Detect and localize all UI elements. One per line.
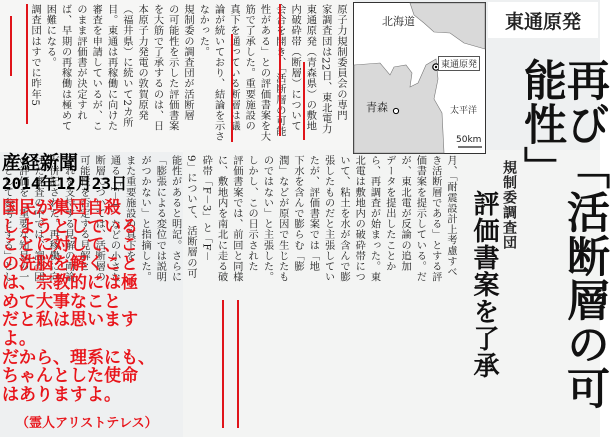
article-top-col: 論が続いており、結論を示さ — [212, 4, 224, 142]
article-subheadline: 評価書案を了承 — [469, 190, 499, 379]
article-bottom-col: に、敷地内を南北に走る破 — [215, 155, 227, 283]
article-bottom-col: 評価書案では、前回と同様 — [230, 155, 242, 283]
article-bottom-col: 9」について、活断層の可 — [184, 155, 196, 279]
article-top-col: （福井県）に続いて2カ所 — [120, 4, 132, 128]
plant-marker-center — [435, 66, 437, 68]
annotation-line: 国民が集団自殺 — [2, 198, 121, 218]
article-bottom-col: たが、評価書案では「地 — [307, 155, 319, 272]
highlight-mark — [10, 16, 12, 76]
article-bottom-col: 砕帯「F－3」と「F－ — [200, 155, 212, 262]
article-top-col: 原子力規制委員会の専門 — [335, 4, 346, 121]
article-top-col: 東通原発（青森県）の敷地 — [304, 4, 316, 132]
article-bottom-col: き活断層である」とする評 — [429, 155, 441, 283]
highlight-mark — [231, 34, 233, 142]
annotation-line: ことに対して、こ — [2, 235, 138, 256]
article-top-col: 筋で了承した。重要施設の — [243, 4, 255, 132]
article-bottom-col: つとして参考とする」とし — [1, 155, 13, 283]
map-label-hokkaido: 北海道 — [382, 15, 415, 28]
city-marker — [393, 108, 398, 113]
publication-date: 2014年12月23日 — [2, 174, 128, 193]
map-label-scale: 50km — [456, 135, 482, 145]
article-top-col: 会合を開き、「活断層の可能 — [273, 4, 285, 137]
article-top-col: 困難になる。 — [44, 4, 56, 68]
article-top-text — [8, 4, 348, 144]
annotation-line: はありますよ。 — [2, 385, 121, 406]
map-label-pacific: 太平洋 — [450, 106, 478, 116]
article-top-col: 内破砕帯（断層）について — [289, 4, 301, 132]
annotation-line: は、宗教的には極 — [2, 272, 138, 293]
article-top-col: 規制委の調査団が活断層 — [182, 4, 194, 121]
highlight-mark — [237, 300, 239, 428]
source-newspaper: 産経新聞 — [2, 152, 79, 174]
article-bottom-col: がつかない」と指摘した。 — [139, 155, 151, 283]
map-label-plant: 東通原発 — [438, 56, 480, 71]
article-top-col: 家調査団は22日、東北電力 — [319, 4, 331, 135]
highlight-mark — [26, 4, 28, 124]
highlight-mark — [303, 62, 305, 140]
article-top-col: のまま評価書が決定すれ — [74, 4, 86, 121]
map-graphic — [354, 3, 485, 153]
article-bottom-col: けた審査の中では、調査団 — [31, 155, 43, 283]
highlight-mark — [222, 300, 224, 428]
article-top-col: ば、早期の再稼働は極めて — [59, 4, 71, 132]
article-top-col: 審査を申請しているが、こ — [90, 4, 102, 132]
annotation-signature: （霊人アリストテレス） — [16, 416, 158, 431]
annotation-line: ちゃんとした使命 — [2, 366, 138, 387]
article-bottom-col: それを支持する見解の両論 — [62, 155, 74, 283]
article-bottom-col: のではない」と主張した。 — [261, 155, 273, 283]
map-label-aomori: 青森 — [366, 101, 388, 114]
location-map — [353, 2, 486, 154]
article-top-col: を大筋で了承するのは、日 — [151, 4, 163, 132]
article-kicker: 東通原発 — [488, 2, 598, 38]
article-bottom-col: が併記された。再稼働に向 — [47, 155, 59, 283]
article-headline: 再び「活断層の可能性」 — [517, 58, 610, 410]
article-top-col: 本原子力発電の敦賀原発 — [136, 4, 148, 121]
article-bottom-col: 「膨張による変位では説明 — [154, 155, 166, 283]
article-bottom-col: また重要施設の真下を — [123, 155, 135, 261]
article-bottom-col: いて、粘土を水が含んで膨 — [337, 155, 349, 283]
article-top-col: の可能性を示した評価書案 — [166, 4, 178, 132]
article-bottom-col: ら、再調査が始まった。東 — [368, 155, 380, 283]
highlight-mark — [279, 4, 281, 136]
article-bottom-col: の評価を「重要な知見の一 — [16, 155, 28, 283]
article-bottom-col: 月、「耐震設計上考慮すべ — [445, 155, 456, 278]
article-top-col: 目。東通は再稼働に向けた — [105, 4, 117, 132]
article-bottom-col: 下水を含んで膨らむ「膨 — [292, 155, 304, 272]
annotation-line: めて大事なこと — [2, 291, 121, 312]
annotation-line: よ。 — [2, 328, 36, 349]
annotation-line: だから、理系にも、 — [2, 347, 155, 368]
annotation-line: の洗脳を解くこと — [2, 254, 138, 275]
article-bottom-col: 断層については、活断層の — [93, 155, 105, 283]
red-annotation — [2, 199, 184, 405]
article-bottom-col: データを提出したことか — [383, 155, 395, 272]
article-bottom-col: 通る「f－1」などの小さな — [108, 155, 120, 283]
article-top-col: 調査団はすでに昨年5 — [29, 4, 41, 107]
article-bottom-col: 価書案を提示している。だ — [414, 155, 426, 283]
article-bottom-col: が、東北電が反論の追加 — [399, 155, 411, 272]
article-bottom-col: しかし、この日示された — [246, 155, 258, 272]
article-bottom-col: 北電は敷地内の破砕帯につ — [353, 155, 365, 283]
article-bottom-col: 張したものだと主張してい — [322, 155, 334, 283]
article-top-col: 性がある」との評価書案を大 — [258, 4, 270, 142]
article-bottom-col: 潤」などが原因で生じたも — [276, 155, 288, 283]
article-bottom-col: 可能性を否定する見解と — [77, 155, 89, 272]
article-top-col: 真下を通っている断層は議 — [227, 4, 239, 132]
article-top-col: なかった。 — [197, 4, 209, 57]
article-bottom-col: 能性があると明記。さらに — [169, 155, 181, 283]
article-subheadline-byline: 規制委調査団 — [501, 160, 517, 250]
annotation-line: しようとしている — [2, 216, 138, 237]
annotation-line: だと私は思います — [2, 310, 138, 331]
